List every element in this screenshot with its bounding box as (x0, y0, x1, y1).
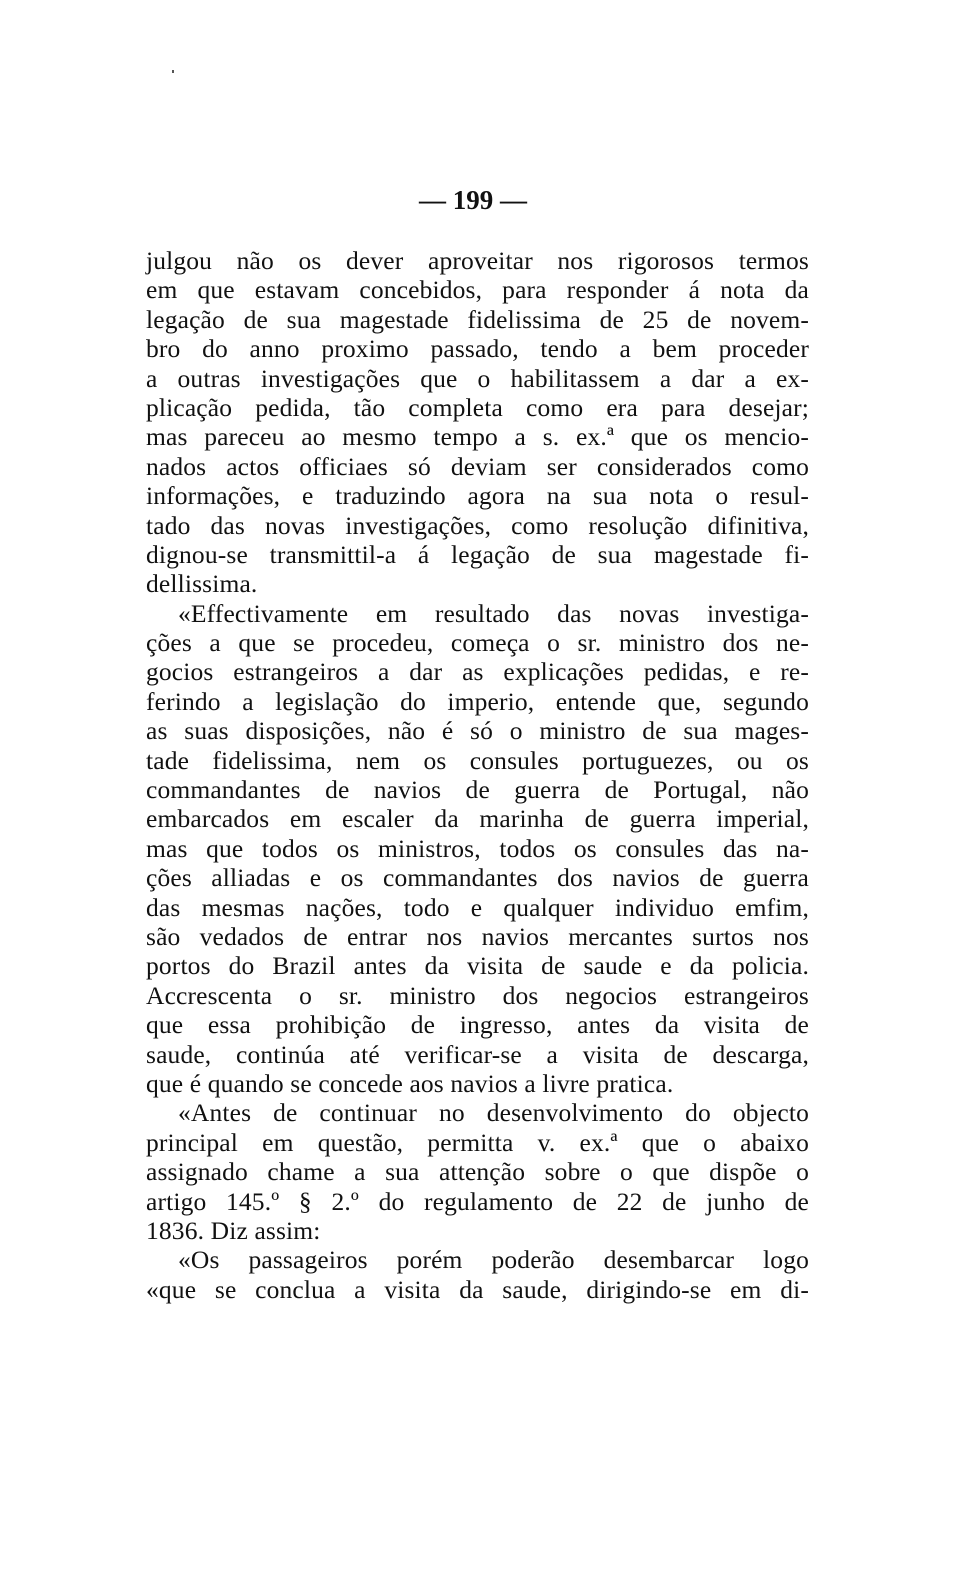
text-line: 1836. Diz assim: (146, 1215, 321, 1245)
text-line: das mesmas nações, todo e qualquer individuo emfim, (146, 892, 809, 922)
text-line: tade fidelissima, nem os consules portuguezes, ou os (146, 745, 809, 775)
text-line: julgou não os dever aproveitar nos rigorosos termos (146, 246, 809, 275)
text-line: Accrescenta o sr. ministro dos negocios estrangeiros (146, 980, 809, 1010)
text-line: commandantes de navios de guerra de Portugal, não (146, 775, 809, 805)
text-line: ções alliadas e os commandantes dos navios de guerra (146, 863, 809, 893)
text-line: principal em questão, permitta v. ex.ª que o abaixo (146, 1127, 809, 1157)
scan-speck (172, 70, 174, 73)
text-line: dignou-se transmittil-a á legação de sua magestade fi- (146, 539, 809, 569)
text-line: em que estavam concebidos, para responder á nota da (146, 275, 809, 305)
text-line: ções a que se procedeu, começa o sr. ministro dos ne- (146, 628, 809, 658)
paragraph-first-line: «Antes de continuar no desenvolvimento do objecto (178, 1098, 809, 1128)
text-line: legação de sua magestade fidelissima de 25 de novem- (146, 304, 809, 334)
text-line: mas pareceu ao mesmo tempo a s. ex.ª que os mencio- (146, 422, 809, 452)
text-line: ferindo a legislação do imperio, entende que, segundo (146, 686, 809, 716)
text-line: nados actos officiaes só deviam ser considerados como (146, 451, 809, 481)
text-line: bro do anno proximo passado, tendo a bem proceder (146, 334, 809, 364)
paragraph-first-line: «Os passageiros porém poderão desembarcar logo (178, 1245, 809, 1275)
page-number: — 199 — (419, 185, 527, 215)
body-text (146, 246, 809, 1304)
text-line: as suas disposições, não é só o ministro de sua mages- (146, 716, 809, 746)
paragraph-first-line: «Effectivamente em resultado das novas investiga- (178, 598, 809, 628)
text-line: saude, continúa até verificar-se a visita de descarga, (146, 1039, 809, 1069)
text-line: que é quando se concede aos navios a livre pratica. (146, 1068, 674, 1098)
text-line: tado das novas investigações, como resolução difinitiva, (146, 510, 809, 540)
text-line: informações, e traduzindo agora na sua nota o resul- (146, 481, 809, 511)
text-line: plicação pedida, tão completa como era para desejar; (146, 392, 809, 422)
text-line: que essa prohibição de ingresso, antes da visita de (146, 1010, 809, 1040)
text-line: são vedados de entrar nos navios mercantes surtos nos (146, 921, 809, 951)
text-line: dellissima. (146, 569, 258, 599)
text-line: mas que todos os ministros, todos os consules das na- (146, 833, 809, 863)
text-line: a outras investigações que o habilitassem a dar a ex- (146, 363, 809, 393)
text-line: «que se conclua a visita da saude, dirigindo-se em di- (146, 1274, 809, 1304)
text-line: embarcados em escaler da marinha de guerra imperial, (146, 804, 809, 834)
text-line: gocios estrangeiros a dar as explicações pedidas, e re- (146, 657, 809, 687)
text-line: assignado chame a sua attenção sobre o que dispõe o (146, 1157, 809, 1187)
text-line: portos do Brazil antes da visita de saude e da policia. (146, 951, 809, 981)
text-line: artigo 145.º § 2.º do regulamento de 22 de junho de (146, 1186, 809, 1216)
